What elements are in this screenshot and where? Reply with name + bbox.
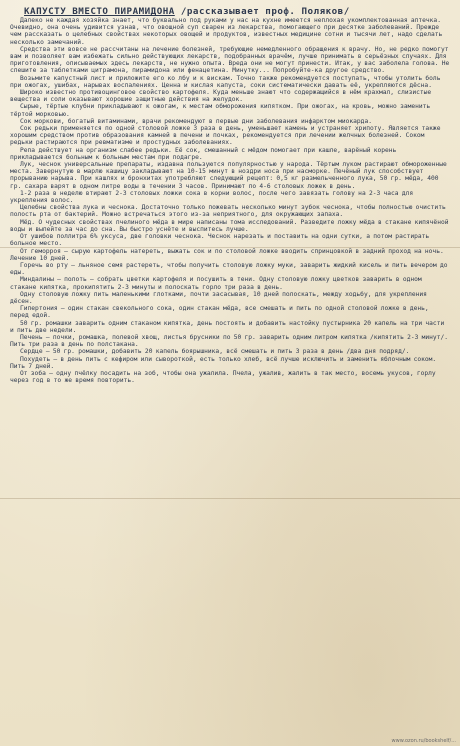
paragraph: 50 гр. ромашки заварить одним стаканом кипятка, день постоять и добавить настойку пустырника 20 капель на три части и пить две недели. <box>10 319 445 334</box>
paragraph: Одну столовую ложку пить маленькими глотками, почти засасывая, 10 дней полоскать, между ходьбу, для укрепления дёсен. <box>10 290 427 305</box>
paper-fold-line <box>0 247 460 248</box>
paragraph: Сок моркови, богатый витаминами, врачи рекомендуют в первые дни заболевания инфарктом миокарда. <box>20 117 372 125</box>
watermark: www.ozon.ru/bookshelf/... <box>391 738 456 744</box>
paragraph: Сырые, тёртые клубни прикладывают к ожогам, к местам обморожения кипятком. При ожогах, на кровь, можно заменить тёртой морковью. <box>10 103 431 118</box>
paragraph: Мёд. О чудесных свойствах пчелиного мёда в мире написаны тома исследований. Разведите ложку мёда в стакане кипячёной воды и выпейте за час до сна. Вы быстро уснёте и выспитесь лучше. <box>10 218 449 233</box>
paragraph: Лук, чеснок универсальные препараты, издавна пользуются популярностью у народа. Тёртым луком растирают обмороженные места. Завернутую в марлю кашицу закладывают на 10-15 минут в ноздри носа при насморке. Печёный лук способствует прорыванию нарыва. При кашлях и бронхитах употребляют следующий рецепт: 0,5 кг размельченного лука, 50 гр. мёда, 400 гр. сахара варят в одном литре воды в течении 3 часов. Принимают по 4-6 столовых ложек в день. <box>10 161 447 190</box>
paragraph: Похудеть — в день пить с кефиром или сывороткой, есть только хлеб, всё лучше исключить и заменить яблочным соком. Пить 7 дней. <box>10 355 437 370</box>
document-title <box>24 6 450 17</box>
subtitle-text: /рассказывает проф. Поляков/ <box>180 6 350 17</box>
paragraph: Возьмите капустный лист и приложите его ко лбу и к вискам. Точно также рекомендуется поступать, чтобы утолить боль при ожогах, ушибах, нарывах воспалениях. Ценна и кислая капуста, соки систематически давать её, укрепляются дёсна. <box>10 74 441 89</box>
paragraph: Сердце — 50 гр. ромашки, добавить 20 капель боярышника, всё смешать и пить 3 раза в день /два дня подряд/. <box>20 348 410 356</box>
paragraph: Сок редьки применяется по одной столовой ложке 3 раза в день, уменьшает камень и устраняет хрипоту. Является также хорошим средством против образования камней в печени и почках, рекомендуется при лечении желчных болезней. Соком редьки растираются при ревматизме и простудных заболеваниях. <box>10 125 441 147</box>
paragraph: Репа действует на организм слабее редьки. Её сок, смешанный с мёдом помогает при кашле, варёный корень прикладывается больным к больным местам при подагре. <box>10 146 397 161</box>
paragraph: От геморроя — сырую картофель натереть, выжать сок и по столовой ложке вводить спринцовкой в задний проход на ночь. Лечение 10 дней. <box>10 247 444 262</box>
document-body <box>10 17 450 384</box>
paragraph: 1-2 раза в неделю втирают 2-3 столовых ложки сока в корни волос, после чего завязать голову на 2-3 часа для укрепления волос. <box>10 189 414 205</box>
paper-fold-line <box>0 498 460 499</box>
paragraph: От зоба — одну пчёлку посадить на зоб, чтобы она ужалила. Пчела, ужалив, жалить в так место, восемь укусов, горлу через год в то же время повторить. <box>10 369 436 385</box>
paragraph: Горечь во рту — льняное семя растереть, чтобы получить столовую ложку муки, заварить жидкий кисель и пить вечером до еды. <box>10 261 448 277</box>
paragraph: Средства эти вовсе не рассчитаны на лечение болезней, требующие немедленного обращения к врачу. Но, не редко помогут вам и позволяет вам избежать сильно действующих лекарств, подобранных врачём, лучше принимать в серьёзных случаях. Для приготовления, описываемых здесь лекарств, не нужно опыта. Вреда они не могут принести. Итак, у вас заболела голова. Не спешите за таблетками цитрамона, пирамидона или фенацетина. Минутку... Попробуйте-ка другое средство. <box>10 45 450 75</box>
paragraph: Гипертония — один стакан свекольного сока, один стакан мёда, все смешать и пить по одной столовой ложке в день, перед едой. <box>10 305 429 320</box>
title-text: КАПУСТУ ВМЕСТО ПИРАМИДОНА <box>24 6 175 17</box>
paragraph: От ушибов поллитра 6% уксуса, две головки чеснока. Чеснок нарезать и поставить на одни сутки, а потом растирать больное место. <box>10 233 430 248</box>
paragraph: Миндалины — полоть — собрать цветки картофеля и посушить в тени. Одну столовую ложку цветков заварить в одном стакане кипятка, прокипятить 2-3 минуты и полоскать горло три раза в день. <box>10 276 422 291</box>
paragraph: Целебны свойства лука и чеснока. Достаточно только пожевать несколько минут зубок чеснока, чтобы полностью очистить полость рта от бактерий. Можно встречаться этого из-за неприятного, для окружающих запаха. <box>10 204 446 219</box>
paragraph: Печень — почки, ромашка, полевой хвощ, листья брусники по 50 гр. заварить одним литром кипятка /кипятить 2-3 минут/. Пить три раза в день по полстакана. <box>10 333 448 349</box>
paragraph: Далеко не каждая хозяйка знает, что буквально под руками у нас на кухне имеется неплохая укомплектованная аптечка. Очевидно, она очень удивится узнав, что овощной суп сварен из лекарства, помогающего при десятке заболеваний. Прежде чем рассказать о целебных свойствах некоторых овощей и продуктов, известных медицине сотни и тысячи лет, надо сделать несколько замечаний. <box>10 17 443 46</box>
paragraph: Широко известно противоцинговое свойство картофеля. Куда меньше знают что содержащийся в нём крахмал, слизистые вещества и соли оказывают хорошие защитные действия на желудок. <box>10 89 432 104</box>
